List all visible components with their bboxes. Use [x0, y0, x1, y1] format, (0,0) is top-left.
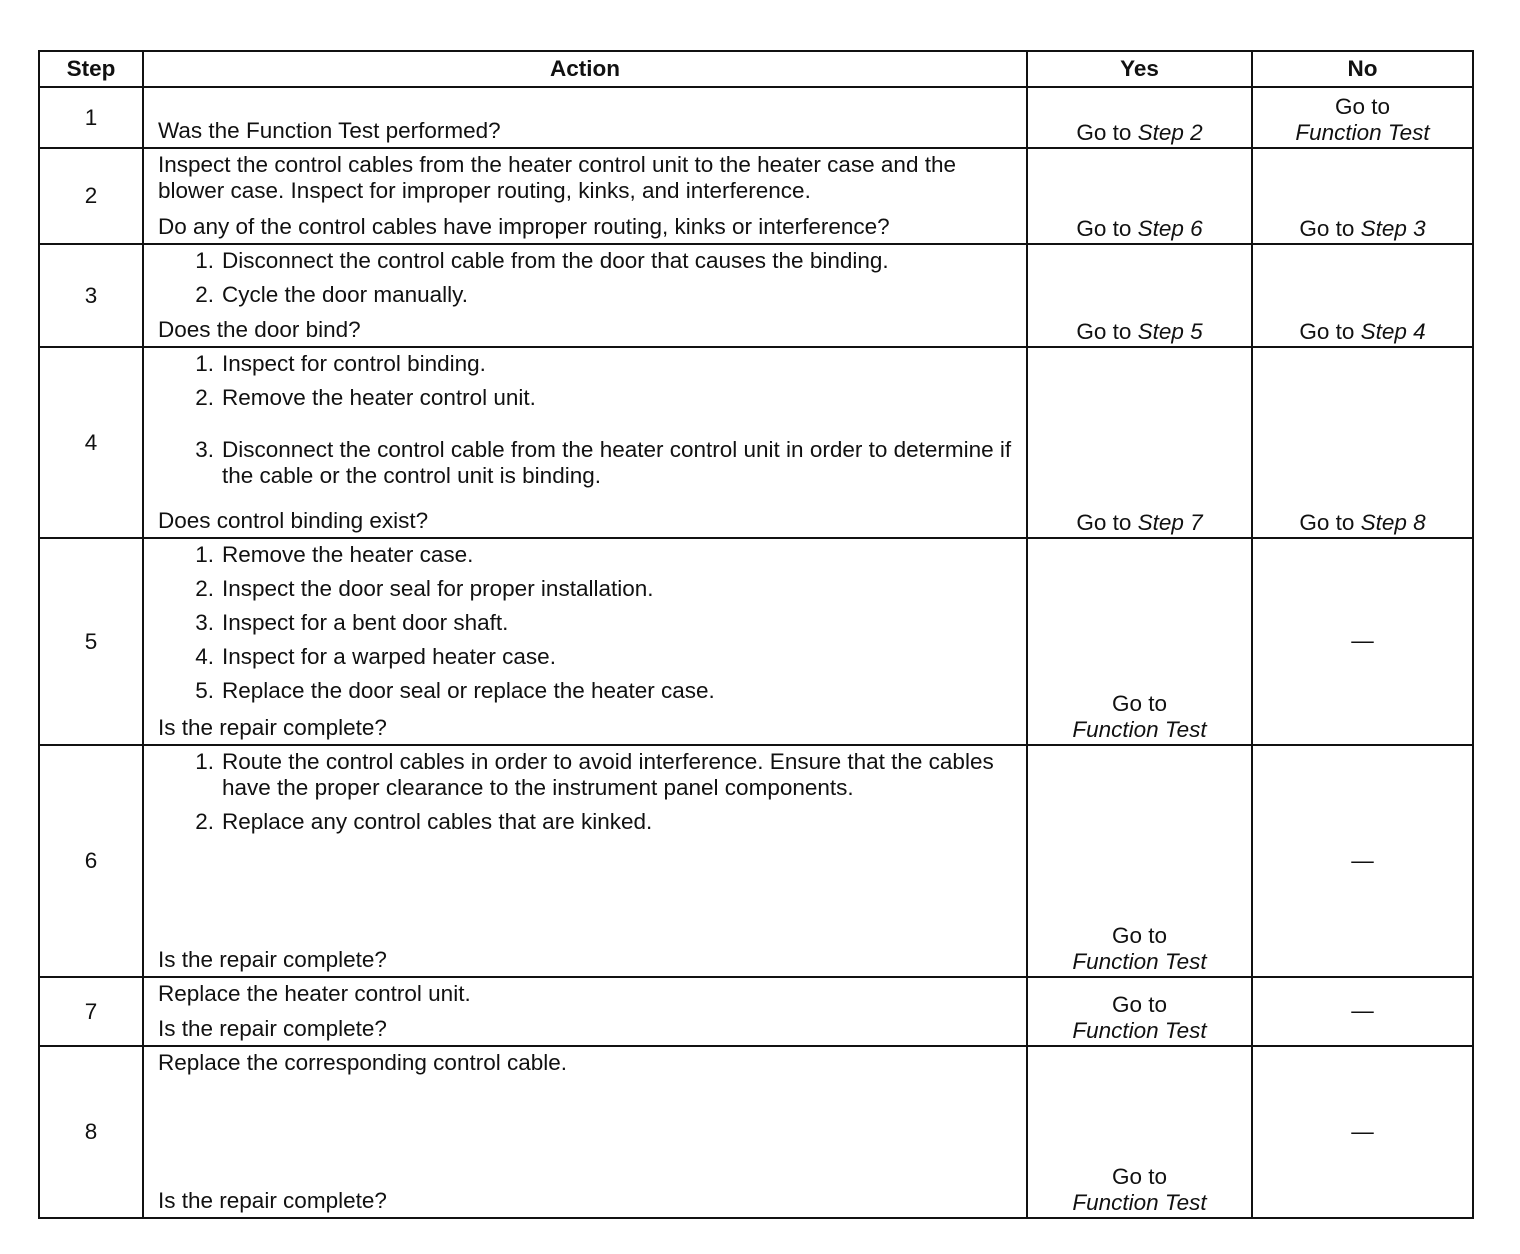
action-question: Is the repair complete?: [158, 1188, 387, 1213]
list-item: [158, 749, 1016, 801]
go-to-label: Go to: [1299, 216, 1355, 241]
action-text: Replace the heater control unit.: [158, 981, 471, 1006]
list-item-text: Replace any control cables that are kinked.: [222, 809, 653, 834]
list-item: [158, 542, 1016, 568]
list-item-text: Remove the heater case.: [222, 542, 474, 567]
list-item: [158, 248, 1016, 274]
action-question: Does the door bind?: [158, 317, 361, 342]
go-to-label: Go to: [1076, 510, 1132, 535]
list-item-text: Inspect for a warped heater case.: [222, 644, 556, 669]
action-instructions: [158, 351, 1016, 497]
list-item-text: Inspect for a bent door shaft.: [222, 610, 509, 635]
step-number: 5: [39, 538, 143, 745]
list-item: [158, 644, 1016, 670]
header-action: Action: [143, 51, 1027, 87]
action-instructions: [158, 542, 1016, 712]
list-item-number: 1.: [195, 351, 214, 376]
no-cell: [1252, 87, 1473, 148]
action-cell: [143, 1046, 1027, 1218]
go-to-link: [1028, 319, 1251, 345]
step-list: [158, 248, 1016, 308]
action-cell: [143, 244, 1027, 347]
action-content: [158, 981, 1016, 1042]
action-content: [158, 248, 1016, 343]
list-item-number: 5.: [195, 678, 214, 703]
no-dash: —: [1351, 628, 1374, 653]
action-question: Is the repair complete?: [158, 947, 387, 972]
go-to-label: Go to: [1076, 319, 1132, 344]
go-to-link: [1028, 691, 1251, 743]
list-item-number: 2.: [195, 282, 214, 307]
list-item-text: Replace the door seal or replace the heater case.: [222, 678, 715, 703]
list-item-number: 2.: [195, 385, 214, 410]
step-list: [158, 542, 1016, 704]
step-number: 2: [39, 148, 143, 244]
go-to-label: Go to: [1076, 216, 1132, 241]
go-to-link: [1253, 510, 1472, 536]
header-yes: Yes: [1027, 51, 1252, 87]
action-content: [158, 1050, 1016, 1214]
yes-cell: [1027, 148, 1252, 244]
action-question: Was the Function Test performed?: [158, 118, 501, 143]
action-text: Inspect the control cables from the heater control unit to the heater case and the blower case. Inspect for improper routing, kinks, and interference.: [158, 152, 956, 203]
step-number: 1: [39, 87, 143, 148]
go-to-label: Go to: [1111, 691, 1168, 716]
step-number: 6: [39, 745, 143, 977]
list-item: [158, 610, 1016, 636]
go-to-target: Function Test: [1072, 949, 1207, 974]
go-to-label: Go to: [1111, 1164, 1168, 1189]
table-row: [39, 148, 1473, 244]
go-to-target: Step 5: [1137, 319, 1203, 344]
yes-cell: [1027, 87, 1252, 148]
list-item-number: 1.: [195, 248, 214, 273]
yes-cell: [1027, 1046, 1252, 1218]
action-content: [158, 749, 1016, 973]
go-to-target: Step 8: [1360, 510, 1426, 535]
go-to-label: Go to: [1076, 120, 1132, 145]
go-to-target: Function Test: [1295, 120, 1430, 145]
table-row: [39, 87, 1473, 148]
list-item-text: Cycle the door manually.: [222, 282, 468, 307]
go-to-link: [1028, 1164, 1251, 1216]
list-item: [158, 385, 1016, 411]
list-item: [158, 678, 1016, 704]
list-item-text: Inspect for control binding.: [222, 351, 486, 376]
header-no: No: [1252, 51, 1473, 87]
action-cell: [143, 87, 1027, 148]
action-cell: [143, 538, 1027, 745]
go-to-link: [1028, 992, 1251, 1044]
action-cell: [143, 148, 1027, 244]
step-list: [158, 749, 1016, 835]
no-cell: [1252, 538, 1473, 745]
go-to-label: Go to: [1299, 319, 1355, 344]
go-to-label: Go to: [1299, 510, 1355, 535]
action-cell: [143, 745, 1027, 977]
action-content: [158, 152, 1016, 240]
yes-cell: [1027, 244, 1252, 347]
yes-cell: [1027, 347, 1252, 538]
no-dash: —: [1351, 998, 1374, 1023]
no-cell: [1252, 244, 1473, 347]
action-instructions: [158, 1050, 1016, 1084]
step-number: 4: [39, 347, 143, 538]
go-to-link: [1028, 923, 1251, 975]
go-to-link: [1253, 319, 1472, 345]
go-to-target: Step 7: [1137, 510, 1203, 535]
go-to-label: Go to: [1334, 94, 1391, 119]
list-item-text: Disconnect the control cable from the heater control unit in order to determine if the cable or the control unit is binding.: [222, 437, 1012, 488]
list-item: [158, 576, 1016, 602]
go-to-label: Go to: [1111, 992, 1168, 1017]
action-question: Is the repair complete?: [158, 1016, 387, 1041]
action-content: [158, 542, 1016, 741]
action-content: [158, 91, 1016, 144]
list-item-text: Inspect the door seal for proper installation.: [222, 576, 654, 601]
yes-cell: [1027, 977, 1252, 1046]
no-dash: —: [1351, 1118, 1374, 1144]
go-to-target: Step 4: [1360, 319, 1426, 344]
yes-cell: [1027, 745, 1252, 977]
table-row: [39, 244, 1473, 347]
table-row: [39, 1046, 1473, 1218]
go-to-link: [1028, 510, 1251, 536]
list-item: [158, 351, 1016, 377]
go-to-target: Step 2: [1137, 120, 1203, 145]
go-to-label: Go to: [1111, 923, 1168, 948]
go-to-target: Function Test: [1072, 717, 1207, 742]
go-to-link: [1253, 216, 1472, 242]
no-cell: [1252, 148, 1473, 244]
list-item: [158, 282, 1016, 308]
action-question: Do any of the control cables have improper routing, kinks or interference?: [158, 214, 890, 239]
action-instructions: [158, 981, 1016, 1015]
list-item: [158, 809, 1016, 835]
table-row: [39, 977, 1473, 1046]
no-cell: [1252, 745, 1473, 977]
header-row: [39, 51, 1473, 87]
yes-cell: [1027, 538, 1252, 745]
no-cell: [1252, 1046, 1473, 1218]
go-to-target: Function Test: [1072, 1190, 1207, 1215]
action-question: Does control binding exist?: [158, 508, 429, 533]
list-item-number: 2.: [195, 809, 214, 834]
list-item-number: 3.: [195, 610, 214, 635]
action-instructions: [158, 248, 1016, 316]
table-row: [39, 745, 1473, 977]
table-row: [39, 347, 1473, 538]
action-instructions: [158, 749, 1016, 843]
action-question: Is the repair complete?: [158, 715, 387, 740]
action-text: Replace the corresponding control cable.: [158, 1050, 567, 1075]
list-item-text: Disconnect the control cable from the door that causes the binding.: [222, 248, 889, 273]
action-cell: [143, 977, 1027, 1046]
step-number: 7: [39, 977, 143, 1046]
action-content: [158, 351, 1016, 534]
list-item-number: 4.: [195, 644, 214, 669]
action-instructions: [158, 152, 1016, 212]
list-item: [158, 437, 1016, 489]
go-to-target: Function Test: [1072, 1018, 1207, 1043]
no-cell: [1252, 347, 1473, 538]
header-step: Step: [39, 51, 143, 87]
step-list: [158, 351, 1016, 489]
go-to-target: Step 3: [1360, 216, 1426, 241]
no-cell: [1252, 977, 1473, 1046]
diagnostic-table: [38, 50, 1474, 1219]
list-item-number: 1.: [195, 542, 214, 567]
list-item-text: Remove the heater control unit.: [222, 385, 536, 410]
no-dash: —: [1351, 847, 1374, 873]
table-body: [39, 87, 1473, 1218]
list-item-text: Route the control cables in order to avoid interference. Ensure that the cables have the proper clearance to the instrument panel components.: [222, 749, 994, 800]
list-item-number: 3.: [195, 437, 214, 462]
step-number: 3: [39, 244, 143, 347]
list-item-number: 1.: [195, 749, 214, 774]
list-item-number: 2.: [195, 576, 214, 601]
go-to-link: [1028, 216, 1251, 242]
step-number: 8: [39, 1046, 143, 1218]
action-cell: [143, 347, 1027, 538]
go-to-target: Step 6: [1137, 216, 1203, 241]
go-to-link: [1253, 94, 1472, 146]
go-to-link: [1028, 120, 1251, 146]
table-row: [39, 538, 1473, 745]
